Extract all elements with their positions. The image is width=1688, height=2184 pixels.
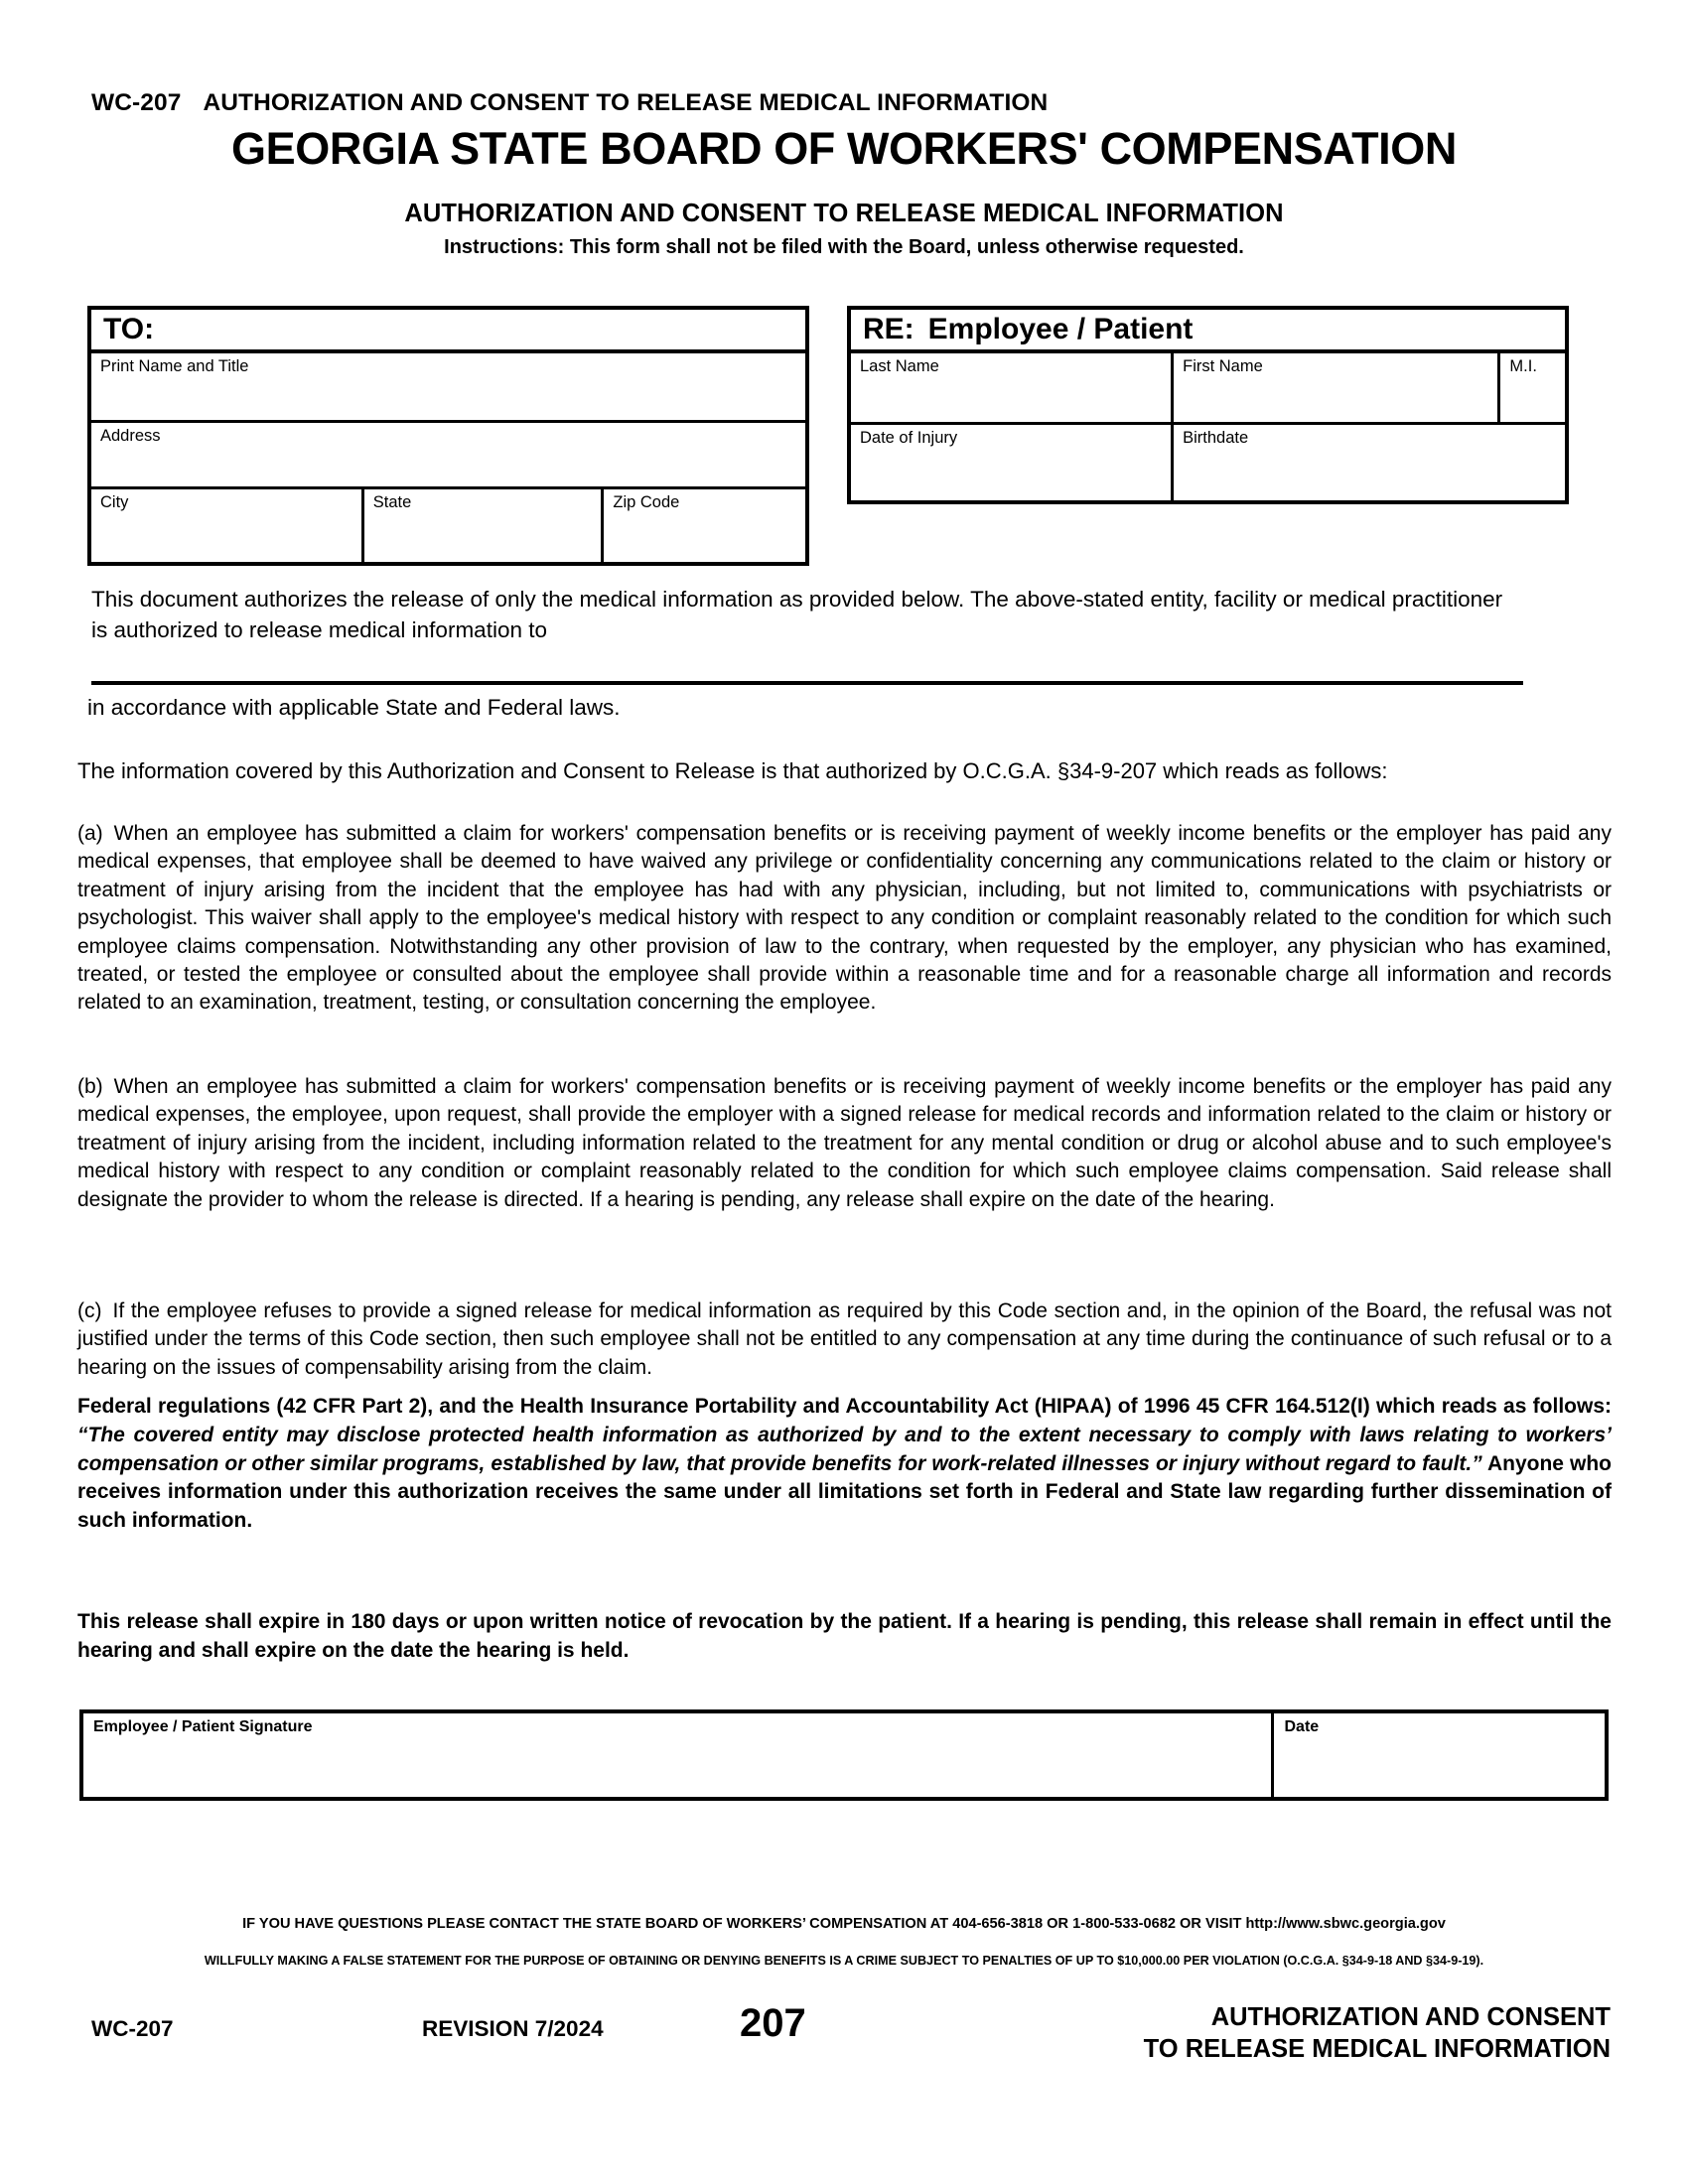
field-city-label: City (100, 493, 129, 511)
authorization-intro: This document authorizes the release of only the medical information as provided below. The above-stated entity, facility or medical practitioner is authorized to release medical information to (91, 587, 1503, 642)
footer-document-title (1144, 2001, 1611, 2065)
federal-regulations-paragraph (77, 1393, 1612, 1536)
header-form-code-line (91, 89, 1048, 117)
field-first-name[interactable] (1171, 353, 1497, 422)
instructions-label: Instructions: (444, 236, 565, 258)
release-to-blank-line[interactable] (91, 681, 1523, 685)
footer-row (0, 2001, 1688, 2071)
field-state[interactable] (361, 489, 602, 562)
field-employee-signature[interactable] (83, 1713, 1271, 1797)
field-date-of-injury[interactable] (851, 425, 1171, 500)
instructions-line (0, 236, 1688, 259)
statute-paragraph-c (77, 1297, 1612, 1382)
to-box-row-address (91, 423, 805, 489)
to-box-row-name (91, 353, 805, 423)
document-title: AUTHORIZATION AND CONSENT TO RELEASE MEDICAL INFORMATION (404, 200, 1284, 227)
field-print-name-and-title-label: Print Name and Title (100, 357, 249, 375)
footer-revision: REVISION 7/2024 (422, 2016, 604, 2041)
signature-box-row (83, 1713, 1605, 1797)
paragraph-a-text: When an employee has submitted a claim for workers' compensation benefits or is receiving payment of weekly income benefits or the employer has paid any medical expenses, that employee shall be deemed to have waived any privilege or confidentiality concerning any communications related to the claim or history or treatment of injury arising from the incident that the employee has had with any physician, including, but not limited to, communications with psychiatrists or psychologist. This waiver shall apply to the employee's medical history with respect to any condition or complaint reasonably related to the condition for which such employee claims compensation. Notwithstanding any other provision of law to the contrary, when requested by the employer, any physician who has examined, treated, or tested the employee or consulted about the employee shall provide within a reasonable time and for a reasonable charge all information and records related to an examination, treatment, testing, or consultation concerning the employee. (77, 822, 1612, 1015)
footer-document-title-line2: TO RELEASE MEDICAL INFORMATION (1143, 2035, 1611, 2063)
field-middle-initial[interactable] (1497, 353, 1565, 422)
signature-box (79, 1709, 1609, 1801)
field-address-label: Address (100, 427, 161, 445)
header-form-code: WC-207 (91, 89, 182, 116)
re-box-row-dates (851, 425, 1565, 500)
statute-paragraph-a (77, 820, 1612, 1018)
to-box-row-city-state-zip (91, 489, 805, 562)
field-birthdate-label: Birthdate (1183, 429, 1249, 447)
field-print-name-and-title[interactable] (91, 353, 805, 420)
field-last-name-label: Last Name (860, 357, 939, 375)
field-last-name[interactable] (851, 353, 1171, 422)
field-zip-code[interactable] (601, 489, 805, 562)
to-box-title: TO: (91, 310, 805, 353)
federal-regulations-part1: Federal regulations (42 CFR Part 2), and the Health Insurance Portability and Accountability Act (HIPAA) of 1996 45 CFR 164.512(I) which reads as follows: (77, 1395, 1612, 1418)
statute-paragraph-b (77, 1073, 1612, 1214)
header-form-code-title: AUTHORIZATION AND CONSENT TO RELEASE MEDICAL INFORMATION (203, 89, 1049, 116)
federal-regulations-part2: Anyone who receives information under this authorization receives the same under all limitations set forth in Federal and State law regarding further dissemination of such information. (77, 1451, 1612, 1533)
to-box (87, 306, 809, 566)
authorization-tail: in accordance with applicable State and Federal laws. (87, 695, 621, 720)
re-box-row-name (851, 353, 1565, 425)
re-box (847, 306, 1569, 504)
field-signature-date-label: Date (1284, 1718, 1320, 1735)
paragraph-c-marker: (c) (77, 1299, 102, 1322)
field-state-label: State (372, 493, 412, 511)
field-date-of-injury-label: Date of Injury (860, 429, 958, 447)
statute-lead-in: The information covered by this Authorization and Consent to Release is that authorized by O.C.G.A. §34-9-207 which reads as follows: (77, 758, 1388, 783)
paragraph-b-marker: (b) (77, 1075, 103, 1098)
footer-contact-note: IF YOU HAVE QUESTIONS PLEASE CONTACT THE STATE BOARD OF WORKERS’ COMPENSATION AT 404-656-3818 OR 1-800-533-0682 OR VISIT http://www.sbwc.georgia.gov (242, 1916, 1446, 1932)
field-zip-code-label: Zip Code (613, 493, 680, 511)
agency-title: GEORGIA STATE BOARD OF WORKERS' COMPENSATION (231, 123, 1457, 174)
field-birthdate[interactable] (1171, 425, 1565, 500)
federal-regulations-quote: “The covered entity may disclose protected health information as authorized by and to the extent necessary to comply with laws relating to workers’ compensation or other similar programs, established by law, that provide benefits for work-related illnesses or injury without regard to fault.” (77, 1423, 1612, 1475)
field-city[interactable] (91, 489, 361, 562)
paragraph-a-marker: (a) (77, 822, 103, 845)
re-box-title-key: RE: (863, 313, 914, 345)
instructions-text: This form shall not be filed with the Board, unless otherwise requested. (569, 236, 1244, 258)
field-employee-signature-label: Employee / Patient Signature (93, 1718, 313, 1735)
footer-warning-note: WILLFULLY MAKING A FALSE STATEMENT FOR THE PURPOSE OF OBTAINING OR DENYING BENEFITS IS A CRIME SUBJECT TO PENALTIES OF UP TO $10,000.00 PER VIOLATION (O.C.G.A. §34-9-18 AND §34-9-19). (204, 1954, 1484, 1968)
footer-document-title-line1: AUTHORIZATION AND CONSENT (1210, 2003, 1611, 2031)
field-first-name-label: First Name (1183, 357, 1263, 375)
field-signature-date[interactable] (1271, 1713, 1605, 1797)
paragraph-c-text: If the employee refuses to provide a signed release for medical information as required by this Code section and, in the opinion of the Board, the refusal was not justified under the terms of this Code section, then such employee shall not be entitled to any compensation at any time during the continuance of such refusal or to a hearing on the issues of compensability arising from the claim. (77, 1299, 1612, 1379)
re-box-title-value: Employee / Patient (927, 313, 1194, 345)
paragraph-b-text: When an employee has submitted a claim for workers' compensation benefits or is receiving payment of weekly income benefits or the employer has paid any medical expenses, the employee, upon request, shall provide the employer with a signed release for medical records and information related to the claim or history or treatment of injury arising from the incident, including information related to the treatment for any mental condition or drug or alcohol abuse and to such employee's medical history with respect to any condition or complaint reasonably related to the condition for which such employee claims compensation. Said release shall designate the provider to whom the release is directed. If a hearing is pending, any release shall expire on the date of the hearing. (77, 1075, 1612, 1211)
re-box-title (851, 310, 1565, 353)
field-middle-initial-label: M.I. (1509, 357, 1537, 375)
footer-form-code: WC-207 (91, 2016, 174, 2041)
field-address[interactable] (91, 423, 805, 486)
footer-page-number: 207 (740, 2001, 806, 2045)
expiration-paragraph: This release shall expire in 180 days or upon written notice of revocation by the patient. If a hearing is pending, this release shall remain in effect until the hearing and shall expire on the date the hearing is held. (77, 1610, 1612, 1662)
